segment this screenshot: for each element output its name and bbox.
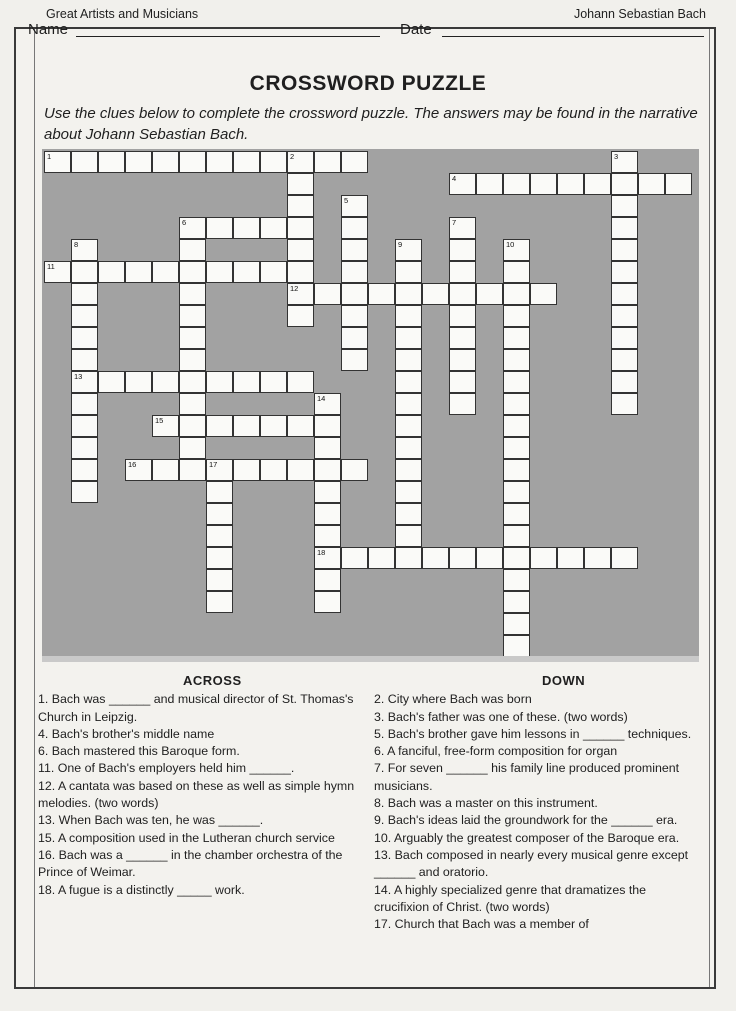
crossword-cell[interactable] xyxy=(206,261,233,283)
crossword-cell[interactable] xyxy=(179,239,206,261)
crossword-cell[interactable] xyxy=(449,349,476,371)
crossword-cell[interactable] xyxy=(449,239,476,261)
header-series-title: Great Artists and Musicians xyxy=(46,7,199,21)
crossword-cell[interactable] xyxy=(71,349,98,371)
crossword-cell[interactable] xyxy=(341,547,368,569)
crossword-cell[interactable] xyxy=(233,415,260,437)
crossword-cell[interactable] xyxy=(395,305,422,327)
crossword-cell[interactable] xyxy=(422,547,449,569)
down-clue: 13. Bach composed in nearly every musical genre except ______ and oratorio. xyxy=(374,847,689,880)
crossword-cell[interactable] xyxy=(260,415,287,437)
crossword-cell[interactable] xyxy=(71,151,98,173)
crossword-cell[interactable] xyxy=(341,459,368,481)
crossword-cell[interactable] xyxy=(503,569,530,591)
clue-number: 7 xyxy=(452,218,457,227)
crossword-cell[interactable] xyxy=(395,437,422,459)
crossword-cell[interactable] xyxy=(314,283,341,305)
crossword-cell[interactable] xyxy=(71,327,98,349)
clue-number: 3 xyxy=(614,152,619,161)
crossword-cell[interactable] xyxy=(611,239,638,261)
crossword-cell[interactable] xyxy=(503,547,530,569)
crossword-cell[interactable] xyxy=(152,151,179,173)
crossword-cell[interactable] xyxy=(314,591,341,613)
crossword-cell[interactable] xyxy=(611,305,638,327)
crossword-cell[interactable] xyxy=(179,415,206,437)
down-clue: 5. Bach's brother gave him lessons in ______ techniques. xyxy=(374,726,692,741)
crossword-cell[interactable] xyxy=(314,481,341,503)
crossword-cell[interactable] xyxy=(395,371,422,393)
down-clue: 7. For seven ______ his family line produced prominent musicians. xyxy=(374,761,680,793)
crossword-cell[interactable] xyxy=(71,415,98,437)
crossword-cell[interactable] xyxy=(503,393,530,415)
crossword-cell[interactable] xyxy=(611,217,638,239)
crossword-cell[interactable] xyxy=(395,415,422,437)
crossword-cell[interactable] xyxy=(71,437,98,459)
crossword-cell[interactable] xyxy=(476,547,503,569)
crossword-cell[interactable] xyxy=(503,261,530,283)
across-clues xyxy=(38,672,364,899)
crossword-cell[interactable] xyxy=(125,151,152,173)
crossword-cell[interactable] xyxy=(179,437,206,459)
down-clue: 3. Bach's father was one of these. (two words) xyxy=(374,709,628,724)
name-field-line[interactable] xyxy=(76,36,380,37)
crossword-cell[interactable] xyxy=(314,415,341,437)
crossword-cell[interactable] xyxy=(557,173,584,195)
crossword-cell[interactable] xyxy=(638,173,665,195)
crossword-cell[interactable] xyxy=(503,459,530,481)
clue-number: 12 xyxy=(290,284,299,293)
crossword-cell[interactable] xyxy=(287,239,314,261)
crossword-cell[interactable] xyxy=(395,327,422,349)
crossword-cell[interactable] xyxy=(503,635,530,657)
down-clue: 2. City where Bach was born xyxy=(374,692,532,707)
down-clue: 14. A highly specialized genre that dramatizes the crucifixion of Christ. (two words) xyxy=(374,882,647,914)
crossword-cell[interactable] xyxy=(611,547,638,569)
crossword-cell[interactable] xyxy=(314,151,341,173)
crossword-cell[interactable] xyxy=(152,261,179,283)
name-label: Name xyxy=(28,21,69,38)
down-clue: 6. A fanciful, free-form composition for organ xyxy=(374,744,618,759)
crossword-cell[interactable] xyxy=(341,349,368,371)
crossword-cell[interactable] xyxy=(368,547,395,569)
crossword-cell[interactable] xyxy=(341,261,368,283)
clue-number: 10 xyxy=(506,240,515,249)
crossword-cell[interactable] xyxy=(287,305,314,327)
crossword-cell[interactable] xyxy=(530,547,557,569)
crossword-cell[interactable] xyxy=(395,349,422,371)
crossword-cell[interactable] xyxy=(503,481,530,503)
crossword-cell[interactable] xyxy=(449,371,476,393)
clue-number: 11 xyxy=(47,262,55,271)
crossword-cell[interactable] xyxy=(125,261,152,283)
down-clue: 17. Church that Bach was a member of xyxy=(374,917,589,932)
crossword-cell[interactable] xyxy=(611,283,638,305)
across-clue: 18. A fugue is a distinctly _____ work. xyxy=(38,882,245,897)
crossword-cell[interactable] xyxy=(503,283,530,305)
crossword-cell[interactable] xyxy=(503,173,530,195)
across-clue: 6. Bach mastered this Baroque form. xyxy=(38,744,240,759)
clue-number: 17 xyxy=(209,460,218,469)
crossword-cell[interactable] xyxy=(152,459,179,481)
crossword-cell[interactable] xyxy=(503,591,530,613)
crossword-cell[interactable] xyxy=(179,305,206,327)
crossword-cell[interactable] xyxy=(287,415,314,437)
crossword-cell[interactable] xyxy=(368,283,395,305)
crossword-cell[interactable] xyxy=(314,459,341,481)
down-clues xyxy=(374,672,704,933)
crossword-cell[interactable] xyxy=(179,283,206,305)
crossword-cell[interactable] xyxy=(287,217,314,239)
crossword-cell[interactable] xyxy=(233,459,260,481)
crossword-cell[interactable] xyxy=(449,283,476,305)
crossword-cell[interactable] xyxy=(503,305,530,327)
clue-number: 4 xyxy=(452,174,457,183)
crossword-cell[interactable] xyxy=(206,151,233,173)
crossword-cell[interactable] xyxy=(206,525,233,547)
crossword-cell[interactable] xyxy=(584,547,611,569)
crossword-cell[interactable] xyxy=(233,217,260,239)
across-clue: 4. Bach's brother's middle name xyxy=(38,726,215,741)
crossword-cell[interactable] xyxy=(71,261,98,283)
crossword-cell[interactable] xyxy=(179,261,206,283)
crossword-cell[interactable] xyxy=(287,173,314,195)
clue-number: 8 xyxy=(74,240,79,249)
crossword-cell[interactable] xyxy=(503,613,530,635)
crossword-cell[interactable] xyxy=(341,239,368,261)
crossword-cell[interactable] xyxy=(476,173,503,195)
across-clue: 16. Bach was a ______ in the chamber orchestra of the Prince of Weimar. xyxy=(38,847,343,880)
crossword-cell[interactable] xyxy=(233,371,260,393)
date-field-line[interactable] xyxy=(442,36,704,37)
crossword-cell[interactable] xyxy=(341,305,368,327)
down-clue: 9. Bach's ideas laid the groundwork for the ______ era. xyxy=(374,813,678,828)
down-clue: 10. Arguably the greatest composer of the Baroque era. xyxy=(374,830,680,845)
crossword-cell[interactable] xyxy=(449,305,476,327)
crossword-cell[interactable] xyxy=(260,371,287,393)
crossword-cell[interactable] xyxy=(449,261,476,283)
crossword-cell[interactable] xyxy=(98,151,125,173)
crossword-cell[interactable] xyxy=(395,503,422,525)
crossword-cell[interactable] xyxy=(71,393,98,415)
crossword-cell[interactable] xyxy=(314,525,341,547)
crossword-cell[interactable] xyxy=(206,217,233,239)
clue-number: 14 xyxy=(317,394,326,403)
crossword-cell[interactable] xyxy=(125,371,152,393)
crossword-cell[interactable] xyxy=(206,371,233,393)
crossword-cell[interactable] xyxy=(503,349,530,371)
crossword-cell[interactable] xyxy=(98,261,125,283)
crossword-cell[interactable] xyxy=(422,283,449,305)
crossword-cell[interactable] xyxy=(611,371,638,393)
across-clue: 11. One of Bach's employers held him ______. xyxy=(38,761,295,776)
header-subject-title: Johann Sebastian Bach xyxy=(573,7,706,21)
crossword-cell[interactable] xyxy=(449,327,476,349)
clue-number: 16 xyxy=(128,460,137,469)
crossword-cell[interactable] xyxy=(179,371,206,393)
crossword-cell[interactable] xyxy=(98,371,125,393)
clue-number: 5 xyxy=(344,196,349,205)
clue-number: 9 xyxy=(398,240,403,249)
crossword-cell[interactable] xyxy=(611,393,638,415)
clue-number: 2 xyxy=(290,152,295,161)
crossword-cell[interactable] xyxy=(206,547,233,569)
crossword-cell[interactable] xyxy=(611,327,638,349)
crossword-cell[interactable] xyxy=(395,481,422,503)
crossword-cell[interactable] xyxy=(260,261,287,283)
crossword-cell[interactable] xyxy=(233,261,260,283)
crossword-cell[interactable] xyxy=(530,283,557,305)
crossword-cell[interactable] xyxy=(71,305,98,327)
clue-number: 15 xyxy=(155,416,164,425)
crossword-cell[interactable] xyxy=(71,459,98,481)
crossword-cell[interactable] xyxy=(287,195,314,217)
date-label: Date xyxy=(400,21,432,38)
across-clue: 15. A composition used in the Lutheran church service xyxy=(38,830,335,845)
crossword-cell[interactable] xyxy=(314,569,341,591)
crossword-cell[interactable] xyxy=(260,151,287,173)
crossword-cell[interactable] xyxy=(611,195,638,217)
crossword-cell[interactable] xyxy=(503,503,530,525)
crossword-cell[interactable] xyxy=(341,151,368,173)
crossword-cell[interactable] xyxy=(287,261,314,283)
crossword-cell[interactable] xyxy=(287,459,314,481)
crossword-cell[interactable] xyxy=(503,525,530,547)
crossword-cell[interactable] xyxy=(503,437,530,459)
crossword-cell[interactable] xyxy=(206,481,233,503)
crossword-cell[interactable] xyxy=(611,261,638,283)
crossword-cell[interactable] xyxy=(152,371,179,393)
crossword-cell[interactable] xyxy=(206,503,233,525)
name-date-row xyxy=(28,21,700,41)
crossword-cell[interactable] xyxy=(395,525,422,547)
crossword-cell[interactable] xyxy=(71,283,98,305)
crossword-cell[interactable] xyxy=(179,327,206,349)
crossword-cell[interactable] xyxy=(341,327,368,349)
crossword-cell[interactable] xyxy=(611,349,638,371)
crossword-cell[interactable] xyxy=(206,569,233,591)
crossword-cell[interactable] xyxy=(665,173,692,195)
crossword-cell[interactable] xyxy=(341,217,368,239)
clue-number: 1 xyxy=(47,152,52,161)
crossword-cell[interactable] xyxy=(341,283,368,305)
crossword-cell[interactable] xyxy=(206,591,233,613)
crossword-cell[interactable] xyxy=(611,173,638,195)
crossword-cell[interactable] xyxy=(503,415,530,437)
crossword-cell[interactable] xyxy=(449,547,476,569)
across-clue: 12. A cantata was based on these as well as simple hymn melodies. (two words) xyxy=(38,778,355,811)
crossword-cell[interactable] xyxy=(395,283,422,305)
crossword-cell[interactable] xyxy=(179,459,206,481)
instructions: Use the clues below to complete the crossword puzzle. The answers may be found in the narrative about Johann Sebastian Bach. xyxy=(44,105,698,143)
across-clue: 13. When Bach was ten, he was ______. xyxy=(38,813,264,828)
clue-number: 6 xyxy=(182,218,187,227)
crossword-grid xyxy=(42,149,699,656)
crossword-cell[interactable] xyxy=(395,261,422,283)
crossword-cell[interactable] xyxy=(314,437,341,459)
clue-number: 13 xyxy=(74,372,83,381)
crossword-cell[interactable] xyxy=(179,349,206,371)
crossword-cell[interactable] xyxy=(395,393,422,415)
crossword-cell[interactable] xyxy=(233,151,260,173)
page-title: CROSSWORD PUZZLE xyxy=(249,72,487,95)
down-clue: 8. Bach was a master on this instrument. xyxy=(374,796,598,811)
crossword-cell[interactable] xyxy=(476,283,503,305)
crossword-cell[interactable] xyxy=(206,415,233,437)
crossword-cell[interactable] xyxy=(395,459,422,481)
crossword-cell[interactable] xyxy=(179,151,206,173)
crossword-cell[interactable] xyxy=(557,547,584,569)
crossword-cell[interactable] xyxy=(287,371,314,393)
crossword-cell[interactable] xyxy=(530,173,557,195)
across-clue: 1. Bach was ______ and musical director of St. Thomas's Church in Leipzig. xyxy=(38,692,354,724)
crossword-cell[interactable] xyxy=(584,173,611,195)
crossword-cell[interactable] xyxy=(395,547,422,569)
crossword-cell[interactable] xyxy=(449,393,476,415)
down-heading: DOWN xyxy=(542,673,586,688)
crossword-cell[interactable] xyxy=(71,481,98,503)
crossword-cell[interactable] xyxy=(260,217,287,239)
crossword-cell[interactable] xyxy=(260,459,287,481)
crossword-cell[interactable] xyxy=(314,503,341,525)
across-heading: ACROSS xyxy=(183,673,242,688)
crossword-cell[interactable] xyxy=(503,371,530,393)
crossword-cell[interactable] xyxy=(179,393,206,415)
crossword-cell[interactable] xyxy=(503,327,530,349)
clue-number: 18 xyxy=(317,548,326,557)
